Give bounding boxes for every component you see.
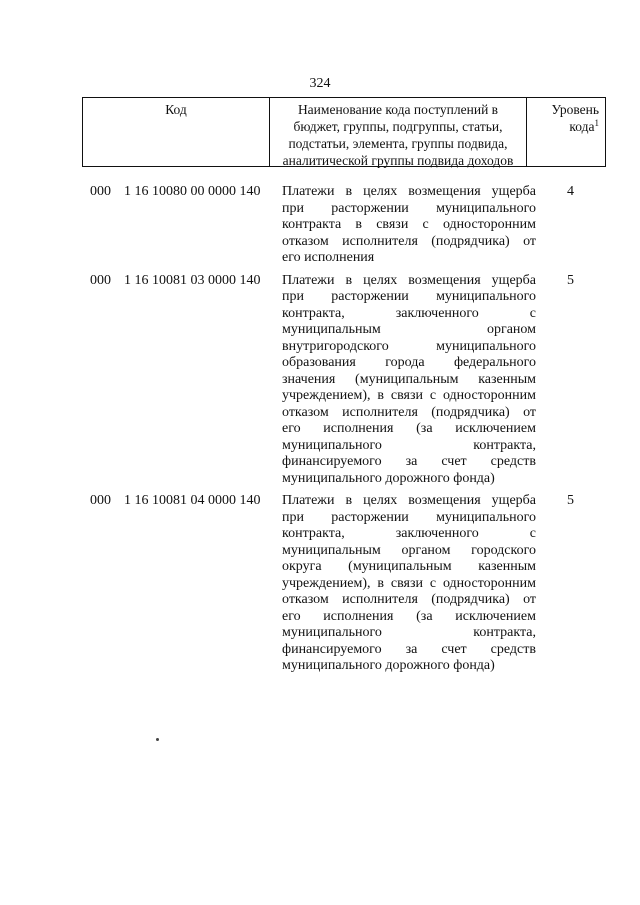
revenue-name [282, 493, 536, 675]
revenue-code: 1 16 10080 00 0000 140 [124, 184, 261, 199]
header-name-line: Наименование кода поступлений в [297, 102, 499, 117]
header-name-line: бюджет, группы, подгруппы, статьи, [293, 119, 503, 134]
stray-mark [156, 738, 159, 741]
header-name-line: подстатьи, элемента, группы подвида, [288, 136, 508, 151]
revenue-name-line: финансируемого за счет средств [282, 454, 536, 469]
revenue-name-line: его исполнения [282, 250, 375, 265]
admin-code: 000 [90, 493, 111, 508]
header-name-line: аналитической группы подвида доходов [282, 153, 514, 168]
header-level-label: кода [569, 119, 595, 134]
table-row [82, 493, 606, 675]
header-name [270, 98, 527, 166]
table-body [82, 184, 606, 681]
revenue-name-line: муниципальным органом городского [282, 542, 536, 558]
revenue-name-line: муниципального дорожного фонда) [282, 470, 495, 486]
header-code: Код [83, 98, 270, 166]
footnote-marker: 1 [594, 118, 599, 128]
header-level-line1: Уровень [551, 102, 599, 117]
revenue-name-line: отказом исполнителя (подрядчика) от [282, 592, 536, 607]
revenue-name-line: Платежи в целях возмещения ущерба [282, 184, 536, 199]
revenue-name-line: муниципального дорожного фонда) [282, 658, 495, 673]
revenue-name-line: Платежи в целях возмещения ущерба [282, 493, 536, 508]
revenue-code: 1 16 10081 03 0000 140 [124, 272, 261, 288]
revenue-name-line: учреждением), в связи с односторонним [282, 575, 536, 591]
revenue-name-line: его исполнения (за исключением [282, 608, 536, 624]
revenue-name-line: контракта, заключенного с [282, 305, 536, 321]
page-number: 324 [309, 76, 331, 91]
revenue-name-line: при расторжении муниципального [282, 289, 536, 304]
code-level: 4 [567, 184, 574, 199]
revenue-name-line: при расторжении муниципального [282, 200, 536, 216]
code-level: 5 [567, 272, 574, 288]
revenue-name-line: муниципального контракта, [282, 625, 536, 640]
revenue-name-line: при расторжении муниципального [282, 509, 536, 525]
revenue-name-line: контракта, заключенного с [282, 526, 536, 541]
admin-code: 000 [90, 184, 111, 199]
revenue-name-line: муниципального контракта, [282, 437, 536, 453]
revenue-name-line: внутригородского муниципального [282, 338, 536, 354]
revenue-name-line: отказом исполнителя (подрядчика) от [282, 233, 536, 249]
revenue-name-line: значения (муниципальным казенным [282, 371, 536, 387]
table-row [82, 184, 606, 267]
revenue-name-line: финансируемого за счет средств [282, 641, 536, 657]
table-row [82, 273, 606, 488]
header-level-line2 [527, 118, 599, 135]
revenue-name-line: округа (муниципальным казенным [282, 559, 536, 574]
revenue-code: 1 16 10081 04 0000 140 [124, 493, 261, 508]
revenue-name-line: отказом исполнителя (подрядчика) от [282, 404, 536, 420]
revenue-name-line: Платежи в целях возмещения ущерба [282, 272, 536, 288]
revenue-name-line: образования города федерального [282, 355, 536, 370]
admin-code: 000 [90, 272, 111, 288]
revenue-name-line: учреждением), в связи с односторонним [282, 388, 536, 403]
revenue-name-line: муниципальным органом [282, 322, 536, 337]
revenue-name-line: его исполнения (за исключением [282, 421, 536, 436]
table-header [82, 97, 606, 167]
revenue-name-line: контракта в связи с односторонним [282, 217, 536, 232]
code-level: 5 [567, 493, 574, 508]
header-level [527, 98, 605, 166]
revenue-name [282, 184, 536, 267]
revenue-name [282, 273, 536, 488]
